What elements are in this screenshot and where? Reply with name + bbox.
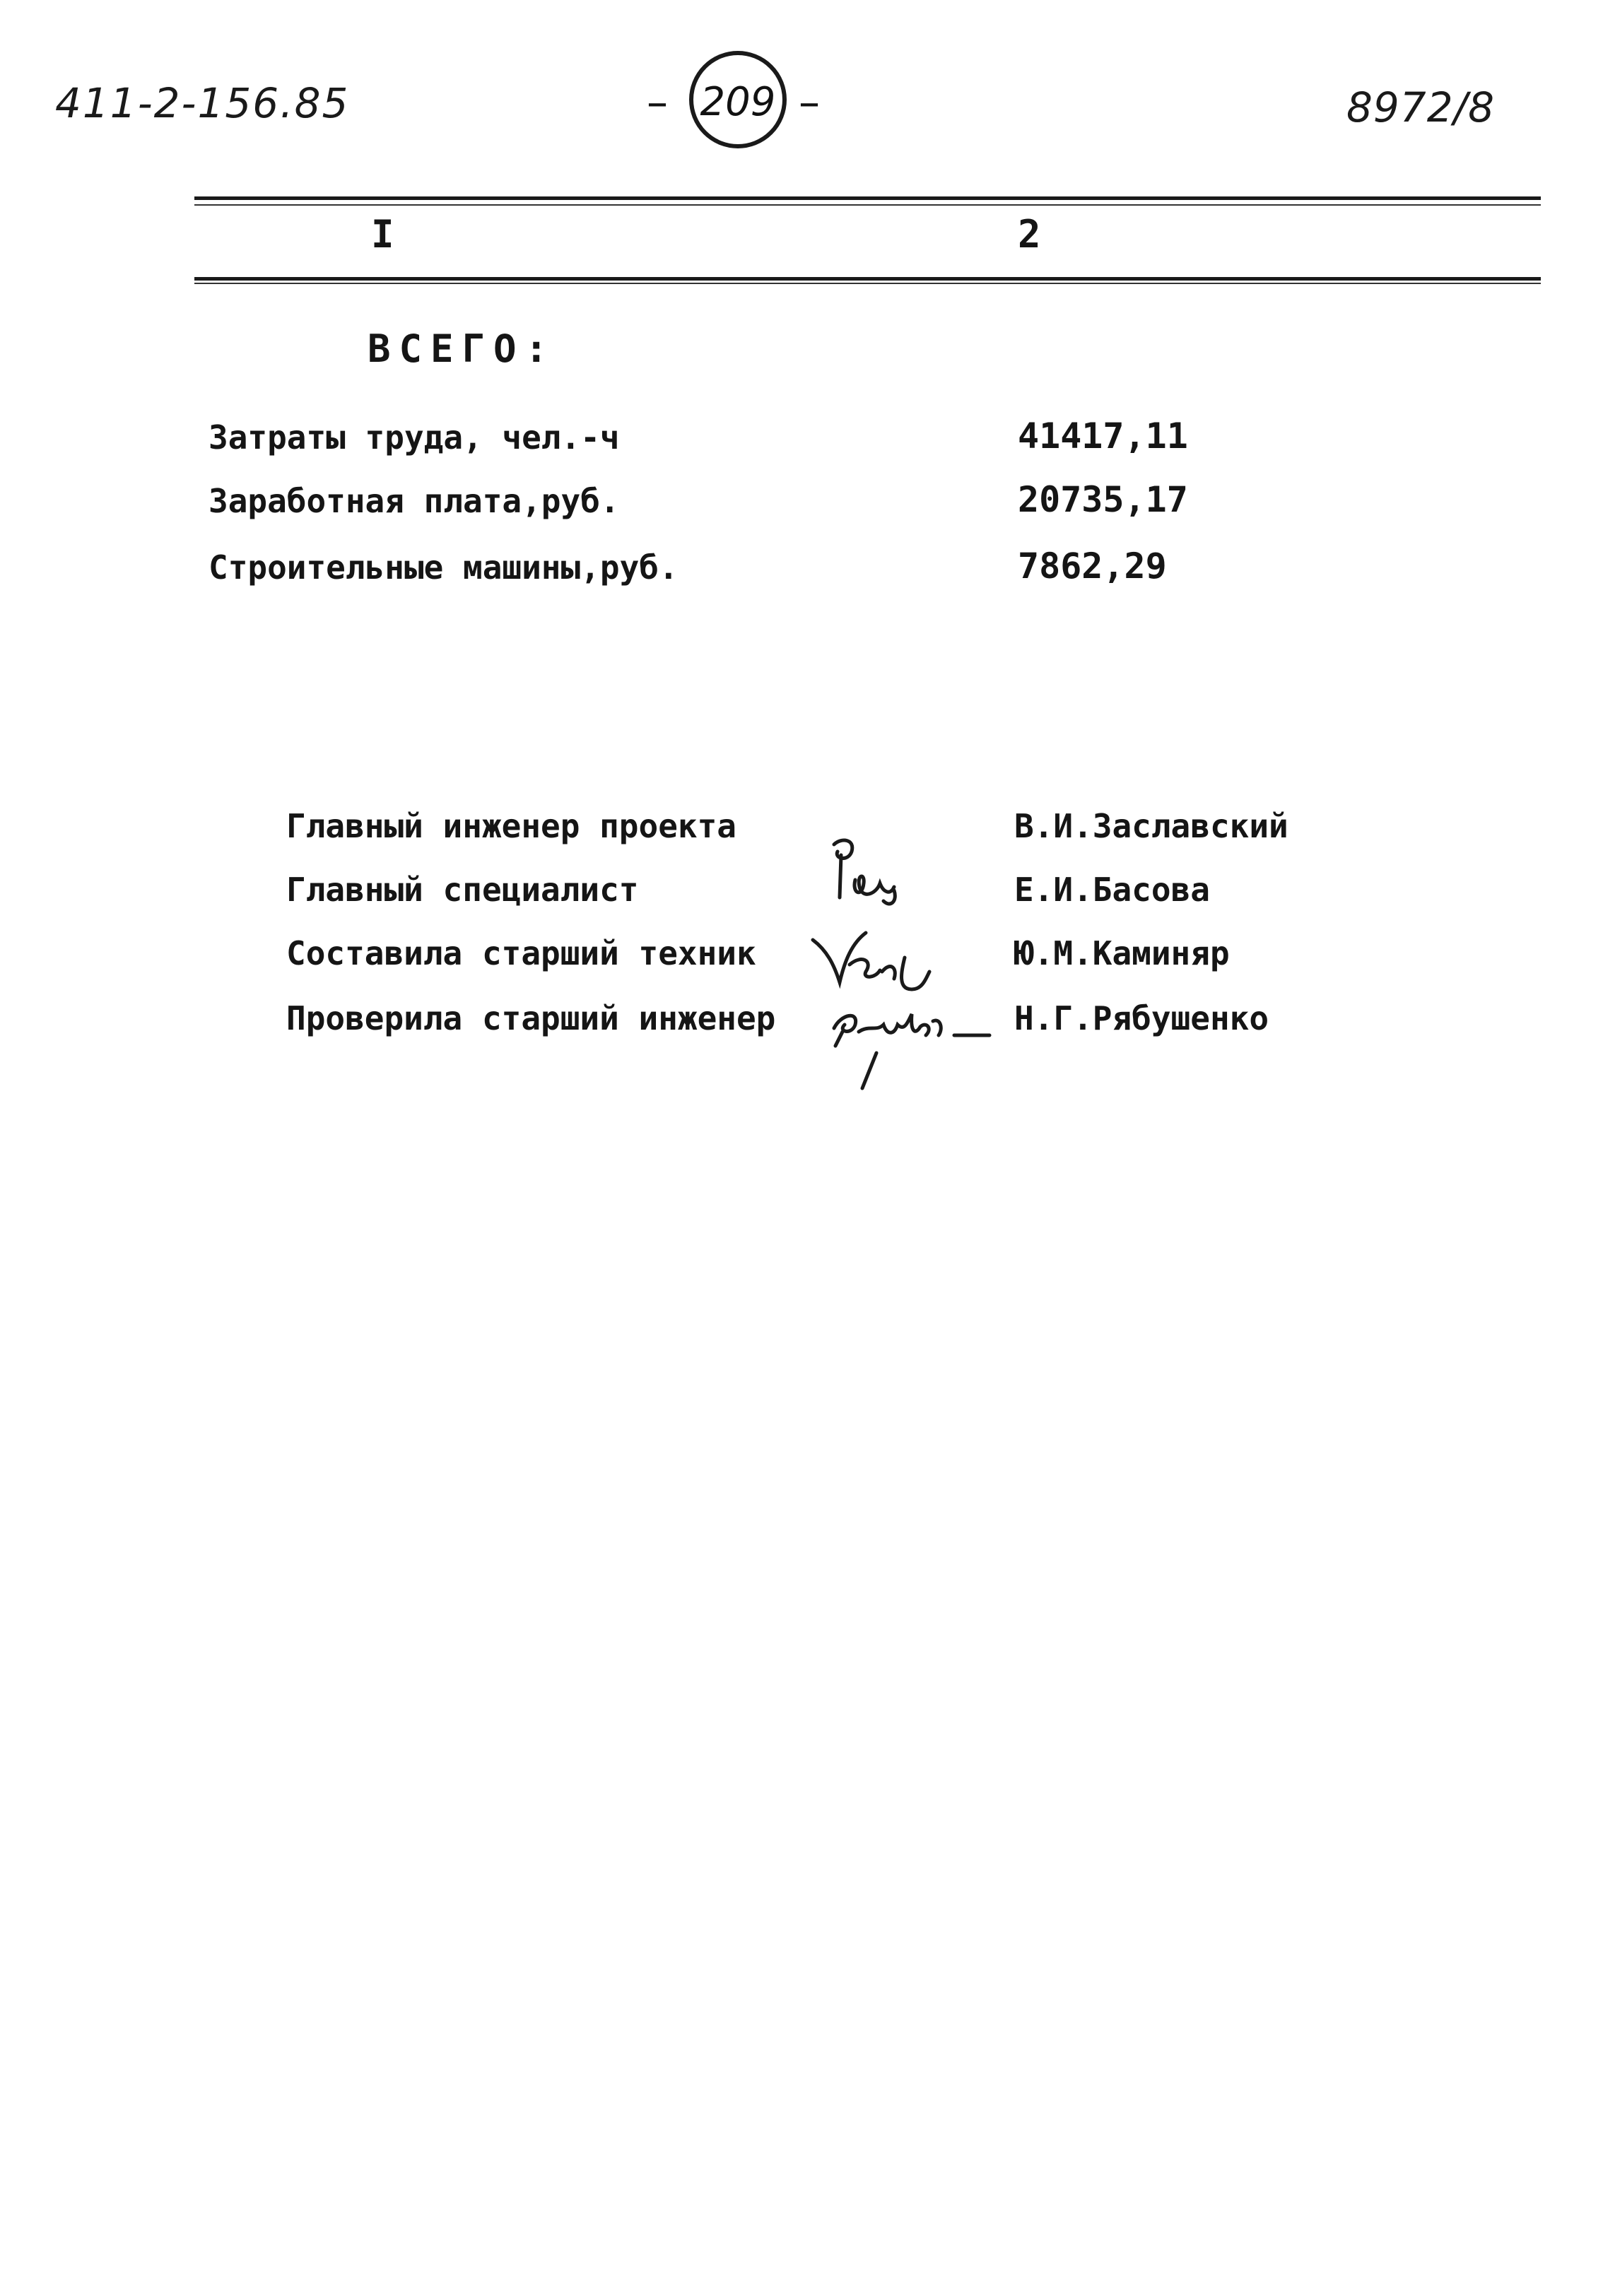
column-header-2: 2 bbox=[1018, 212, 1041, 257]
sheet-code: 8972/8 bbox=[1346, 83, 1496, 131]
signatory-name-chief-specialist: Е.И.Басова bbox=[1014, 871, 1210, 909]
page-number: 209 bbox=[700, 79, 776, 125]
wages-value: 20735,17 bbox=[1018, 479, 1188, 520]
machines-label: Строительные машины,руб. bbox=[209, 548, 679, 587]
dash-right: – bbox=[799, 78, 820, 127]
signature-compiler bbox=[806, 922, 947, 1000]
page-number-block bbox=[640, 51, 852, 164]
total-label: ВСЕГО: bbox=[368, 326, 557, 371]
signatory-role-chief-specialist: Главный специалист bbox=[286, 871, 639, 909]
signatory-role-chief-engineer: Главный инженер проекта bbox=[286, 807, 736, 845]
page-number-circle bbox=[689, 51, 787, 148]
table-header-rule-thin bbox=[194, 283, 1541, 284]
signatory-role-checker: Проверила старший инженер bbox=[286, 999, 776, 1037]
labor-cost-value: 41417,11 bbox=[1018, 416, 1188, 457]
document-code: 411-2-156.85 bbox=[55, 79, 350, 127]
signatory-name-compiler: Ю.М.Каминяр bbox=[1014, 934, 1230, 972]
column-header-1: I bbox=[371, 212, 394, 257]
signature-chief-specialist bbox=[813, 830, 912, 929]
table-header-rule bbox=[194, 277, 1541, 281]
signatory-role-compiler: Составила старший техник bbox=[286, 934, 756, 972]
signature-checker bbox=[827, 993, 1011, 1099]
signatory-name-checker: Н.Г.Рябушенко bbox=[1014, 999, 1269, 1037]
signatory-name-chief-engineer: В.И.Заславский bbox=[1014, 807, 1288, 845]
labor-cost-label: Затраты труда, чел.-ч bbox=[209, 418, 620, 457]
table-top-rule bbox=[194, 196, 1541, 200]
wages-label: Заработная плата,руб. bbox=[209, 482, 620, 520]
table-top-rule-thin bbox=[194, 204, 1541, 206]
dash-left: – bbox=[647, 78, 668, 127]
machines-value: 7862,29 bbox=[1018, 546, 1167, 587]
